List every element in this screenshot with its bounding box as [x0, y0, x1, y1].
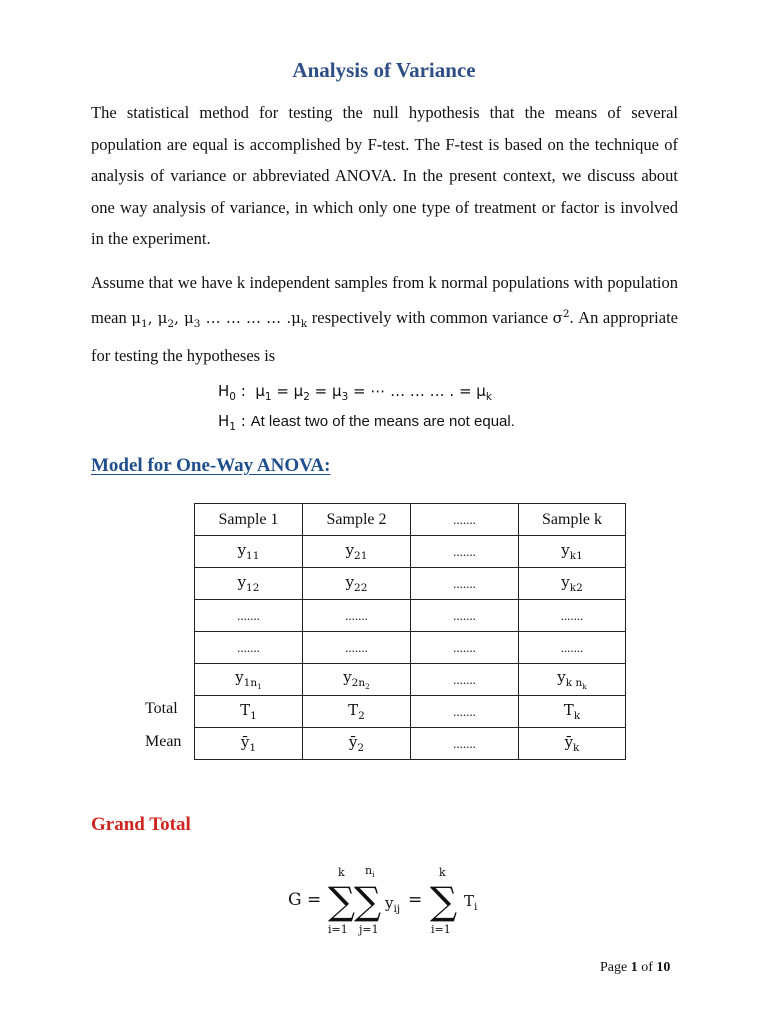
table-row [195, 600, 626, 632]
table-cell: ....... [411, 600, 519, 632]
mean-row-label: Mean [145, 733, 182, 750]
table-cell: ....... [303, 632, 411, 664]
table-header-cell: Sample 1 [195, 504, 303, 536]
population-means-expr: $\mu_1$, $\mu_2$, $\mu_3$ … … … … $.\mu_k$ [131, 308, 308, 330]
table-cell: ....... [519, 600, 626, 632]
total-row-label: Total [145, 700, 178, 717]
table-cell: $y_{k2}$ [519, 568, 626, 600]
table-cell: ....... [411, 664, 519, 696]
grand-total-heading: Grand Total [91, 814, 191, 835]
table-cell: ....... [411, 696, 519, 728]
table-total-row [195, 696, 626, 728]
h0-label: H [218, 382, 230, 400]
table-mean-row [195, 728, 626, 760]
table-cell: ....... [411, 568, 519, 600]
footer-page-number: 1 [630, 960, 638, 975]
variance-symbol: $\sigma^2$ [552, 307, 570, 327]
table-cell: $T_k$ [519, 696, 626, 728]
h1-text: At least two of the means are not equal. [250, 413, 515, 430]
table-header-cell: Sample 2 [303, 504, 411, 536]
table-row [195, 568, 626, 600]
table-row [195, 536, 626, 568]
anova-model-table [194, 503, 626, 760]
null-hypothesis: $H_0$ : $\mu_1 = \mu_2 = \mu_3$ = ⋯ … … … . = $\mu_k$ [218, 382, 492, 403]
table-cell: ....... [411, 728, 519, 760]
table-cell: $y_{k1}$ [519, 536, 626, 568]
table-cell: $T_2$ [303, 696, 411, 728]
page-footer [600, 960, 670, 976]
table-cell: $y_{21}$ [303, 536, 411, 568]
assumption-text-3: . An appropriate for testing the hypotheses is [91, 307, 678, 365]
assumption-paragraph [91, 267, 678, 372]
assumption-text-2: respectively with common variance [307, 307, 553, 327]
table-cell: $y_{1n_1}$ [195, 664, 303, 696]
h1-label: H [218, 412, 230, 430]
table-cell: $T_1$ [195, 696, 303, 728]
footer-page-total: 10 [656, 960, 671, 975]
table-header-row [195, 504, 626, 536]
table-cell: ....... [195, 600, 303, 632]
table-cell: ....... [303, 600, 411, 632]
intro-paragraph: The statistical method for testing the null hypothesis that the means of several population are equal is accomplished by F-test. The F-test is based on the technique of analysis of variance or abbreviated ANOVA. In the present context, we discuss about one way analysis of variance, in which only one type of treatment or factor is involved in the experiment. [91, 103, 678, 248]
table-cell: $y_{k n_k}$ [519, 664, 626, 696]
page-title: Analysis of Variance [292, 58, 476, 82]
footer-of: of [637, 960, 657, 975]
table-cell: $y_{11}$ [195, 536, 303, 568]
table-cell: $y_{12}$ [195, 568, 303, 600]
alternative-hypothesis: $H_1$ : At least two of the means are not equal. [218, 412, 515, 433]
grand-total-formula: G = k $n_i$ ∑ ∑ i=1 j=1 $y_{ij}$ = k ∑ i=1 $T_i$ [288, 864, 478, 936]
table-cell: $ȳ_1$ [195, 728, 303, 760]
table-header-cell: Sample k [519, 504, 626, 536]
table-row [195, 632, 626, 664]
table-cell: ....... [519, 632, 626, 664]
table-cell: ....... [411, 632, 519, 664]
table-cell: ....... [411, 536, 519, 568]
table-row [195, 664, 626, 696]
table-header-cell: ....... [411, 504, 519, 536]
footer-prefix: Page [600, 960, 631, 975]
table-cell: $ȳ_k$ [519, 728, 626, 760]
table-cell: ....... [195, 632, 303, 664]
table-cell: $y_{2n_2}$ [303, 664, 411, 696]
table-cell: $ȳ_2$ [303, 728, 411, 760]
table-cell: $y_{22}$ [303, 568, 411, 600]
assumption-text-1: Assume that we have k independent samples from k normal populations with population mean [91, 273, 678, 327]
model-heading: Model for One-Way ANOVA: [91, 455, 331, 476]
